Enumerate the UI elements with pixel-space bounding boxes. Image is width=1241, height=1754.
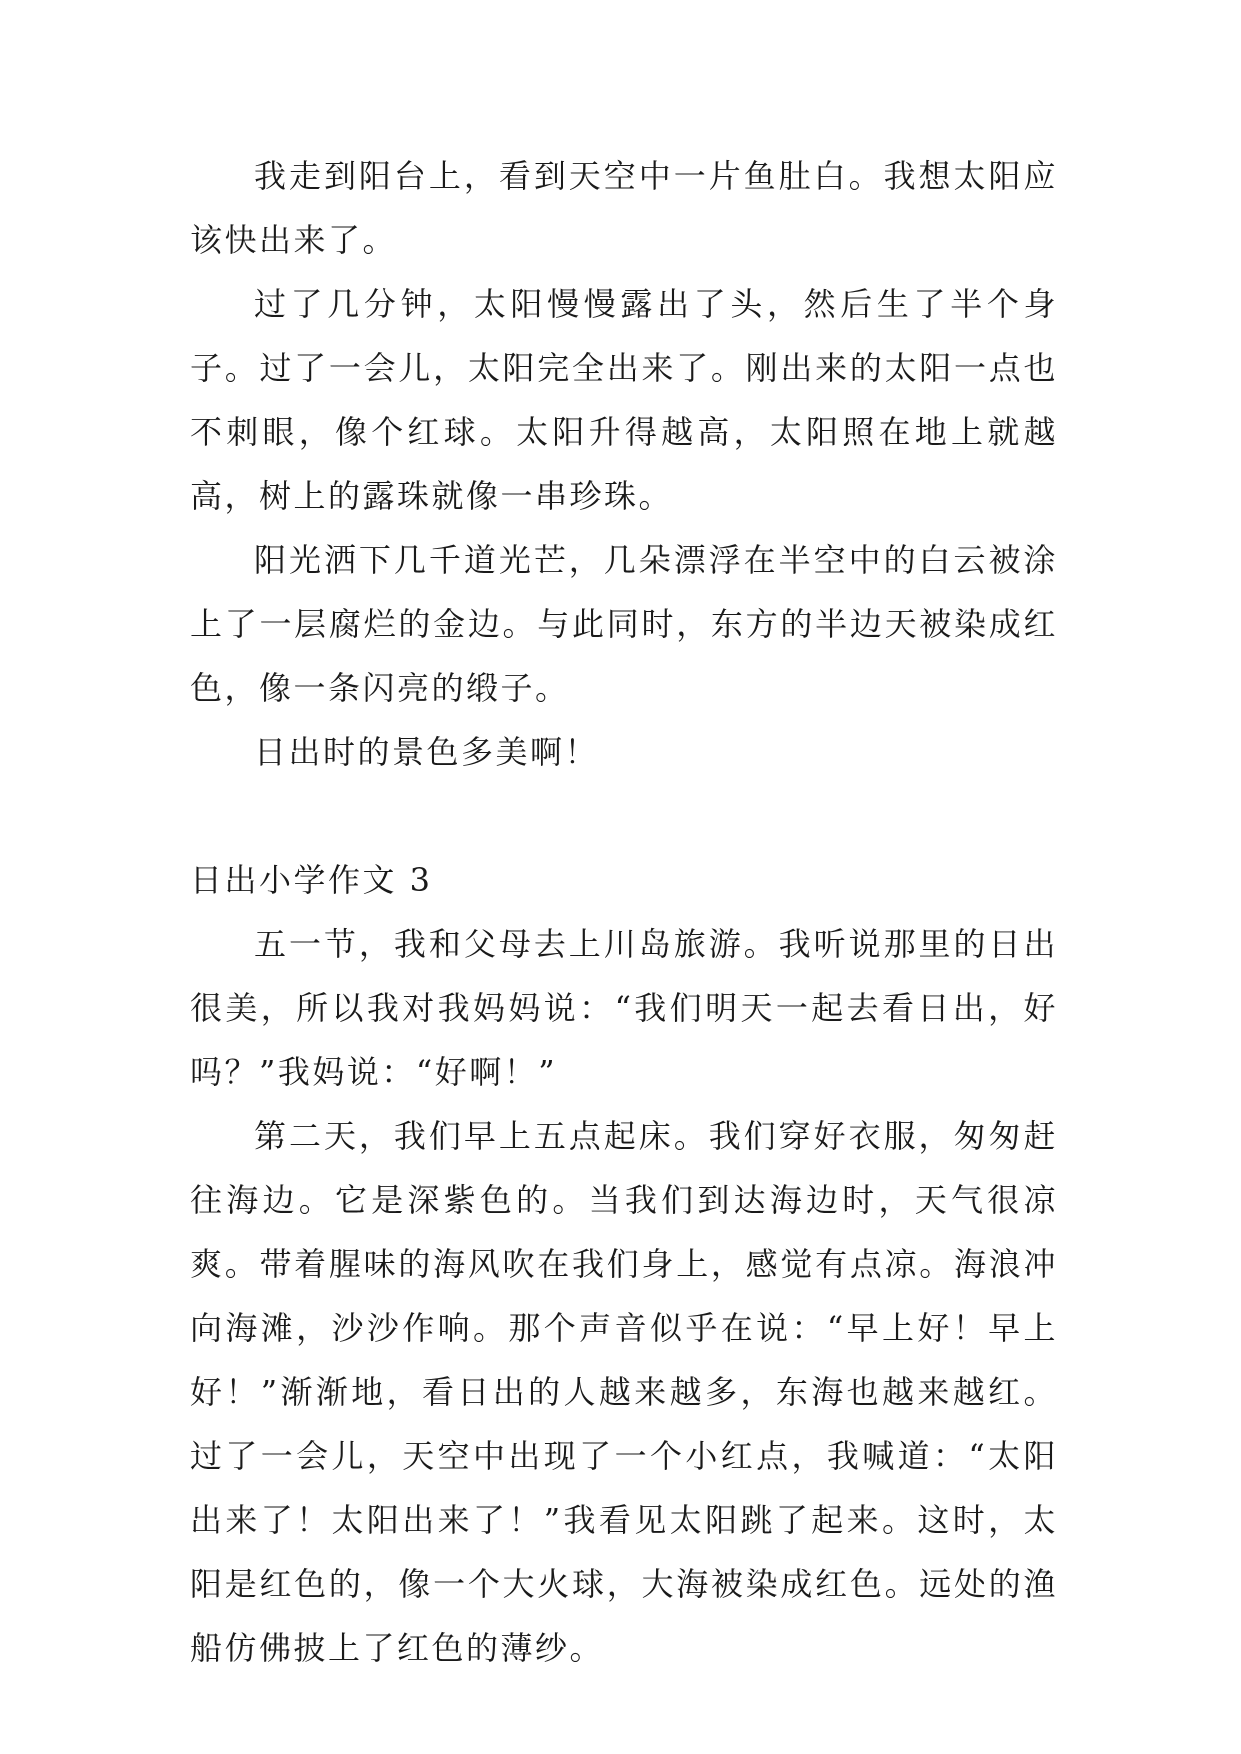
paragraph: 第二天，我们早上五点起床。我们穿好衣服，匆匆赶往海边。它是深紫色的。当我们到达海边时，天气很凉爽。带着腥味的海风吹在我们身上，感觉有点凉。海浪冲向海滩，沙沙作响。那个声音似乎在说：“早上好！早上好！”渐渐地，看日出的人越来越多，东海也越来越红。过了一会儿，天空中出现了一个小红点，我喊道：“太阳出来了！太阳出来了！”我看见太阳跳了起来。这时，太阳是红色的，像一个大火球，大海被染成红色。远处的渔船仿佛披上了红色的薄纱。	[190, 1117, 1058, 1667]
paragraph: 我走到阳台上，看到天空中一片鱼肚白。我想太阳应该快出来了。	[190, 157, 1058, 259]
paragraph: 过了几分钟，太阳慢慢露出了头，然后生了半个身子。过了一会儿，太阳完全出来了。刚出来的太阳一点也不刺眼，像个红球。太阳升得越高，太阳照在地上就越高，树上的露珠就像一串珍珠。	[190, 285, 1058, 515]
essay-heading: 日出小学作文 3	[190, 861, 433, 899]
paragraph: 五一节，我和父母去上川岛旅游。我听说那里的日出很美，所以我对我妈妈说：“我们明天一起去看日出，好吗？”我妈说：“好啊！”	[190, 925, 1058, 1091]
paragraph: 日出时的景色多美啊！	[254, 733, 600, 771]
paragraph: 阳光洒下几千道光芒，几朵漂浮在半空中的白云被涂上了一层腐烂的金边。与此同时，东方的半边天被染成红色，像一条闪亮的缎子。	[190, 541, 1058, 707]
blank-line	[190, 784, 1058, 848]
essay-body	[190, 144, 1058, 1680]
